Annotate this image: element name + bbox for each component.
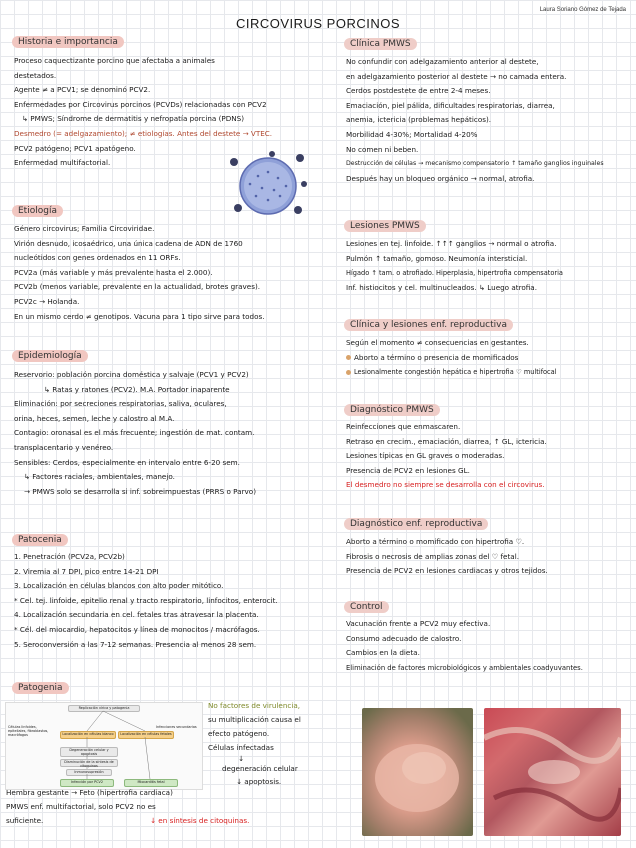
- text-line: Eliminación de factores microbiológicos y ambientales coadyuvantes.: [346, 663, 583, 672]
- text-line: Reservorio: población porcina doméstica y salvaje (PCV1 y PCV2): [14, 370, 249, 379]
- text-line: Destrucción de células → mecanismo compensatorio ↑ tamaño ganglios inguinales: [346, 160, 604, 168]
- section-header-etiologia: Etiología: [12, 205, 63, 217]
- text-line: 2. Viremia al 7 DPI, pico entre 14-21 DPI: [14, 566, 159, 576]
- text-line: Proceso caquectizante porcino que afectaba a animales: [14, 56, 215, 65]
- section-header-clinica-pmws: Clínica PMWS: [344, 38, 417, 50]
- section-header-patogenia: Patogenia: [12, 682, 69, 694]
- diagram-box-fetales: Localización en células fetales: [118, 731, 174, 739]
- text-line: Inf. histiocitos y cel. multinucleados. ↳ Luego atrofia.: [346, 282, 538, 292]
- text-line: ↳ PMWS; Síndrome de dermatitis y nefropatía porcina (PDNS): [22, 114, 245, 124]
- text-line: Emaciación, piel pálida, dificultades respiratorias, diarrea,: [346, 100, 555, 110]
- text-line: Morbilidad 4-30%; Mortalidad 4-20%: [346, 129, 478, 139]
- text-line: 1. Penetración (PCV2a, PCV2b): [14, 552, 125, 561]
- text-line: efecto patógeno.: [208, 729, 270, 738]
- diagram-box-apoptosis: Degeneración celular y apoptosis: [60, 747, 118, 757]
- text-line: su multiplicación causa el: [208, 715, 301, 724]
- diagram-box-miocarditis: Miocarditis fetal: [124, 779, 178, 787]
- bullet-icon: [346, 370, 351, 375]
- section-patocenia: [14, 550, 278, 652]
- section-header-clinica-repro: Clínica y lesiones enf. reproductiva: [344, 319, 513, 331]
- bullet-icon: [346, 355, 351, 360]
- text-line: Lesionalmente congestión hepática e hipertrofia ♡ multifocal: [354, 368, 557, 377]
- text-line: ↳ Factores raciales, ambientales, manejo.: [24, 472, 175, 482]
- diagram-left-note: Células linfoides, epiteliales, fibroblastos, macrófagos: [8, 725, 49, 737]
- text-line: Aborto a término o momificado con hipertrofia ♡.: [346, 537, 525, 546]
- text-line: PCV2a (más variable y más prevalente hasta el 2.000).: [14, 267, 213, 277]
- text-line: nucleótidos con genes ordenados en 11 ORFs.: [14, 253, 181, 263]
- section-header-patocenia: Patocenia: [12, 534, 68, 546]
- section-header-diagnostico-pmws: Diagnóstico PMWS: [344, 404, 440, 416]
- text-line: Reinfecciones que enmascaren.: [346, 422, 461, 431]
- section-clinica-repro: [346, 336, 557, 380]
- text-line: Vacunación frente a PCV2 muy efectiva.: [346, 619, 491, 628]
- section-control: [346, 617, 583, 675]
- text-line: suficiente.: [6, 816, 44, 825]
- text-line: Según el momento ≠ consecuencias en gestantes.: [346, 338, 529, 347]
- section-header-epidemiologia: Epidemiología: [12, 350, 88, 362]
- text-line: * Cel. tej. linfoide, epitelio renal y tracto respiratorio, linfocitos, enterocit.: [14, 595, 278, 605]
- text-line: Contagio: oronasal es el más frecuente; ingestión de mat. contam.: [14, 428, 255, 438]
- text-line: Lesiones típicas en GL graves o moderadas.: [346, 451, 505, 461]
- text-line: Células infectadas: [208, 743, 274, 752]
- text-line: No comen ni beben.: [346, 144, 419, 154]
- section-header-control: Control: [344, 601, 389, 613]
- text-line: Hígado ↑ tam. o atrofiado. Hiperplasia, hipertrofia compensatoria: [346, 269, 563, 278]
- section-diagnostico-repro: [346, 535, 548, 579]
- text-line: Sensibles: Cerdos, especialmente en intervalo entre 6-20 sem.: [14, 457, 240, 467]
- text-line: En un mismo cerdo ≠ genotipos. Vacuna para 1 tipo sirve para todos.: [14, 311, 265, 321]
- text-line: No confundir con adelgazamiento anterior al destete,: [346, 57, 539, 66]
- text-line: Fibrosis o necrosis de amplias zonas del ♡ fetal.: [346, 551, 519, 561]
- text-line: Presencia de PCV2 en lesiones cardiacas y otros tejidos.: [346, 566, 548, 576]
- text-line: anemia, ictericia (problemas hepáticos).: [346, 115, 492, 125]
- pathogenesis-diagram: [5, 702, 203, 790]
- text-line: Después hay un bloqueo orgánico → normal, atrofia.: [346, 173, 535, 183]
- section-etiologia: [14, 222, 265, 324]
- page-title: CIRCOVIRUS PORCINOS: [235, 16, 401, 31]
- section-header-diagnostico-repro: Diagnóstico enf. reproductiva: [344, 518, 488, 530]
- patogenia-citoquinas: ↓ en síntesis de citoquinas.: [150, 816, 250, 825]
- text-line: Enfermedades por Circovirus porcinos (PCVDs) relacionadas con PCV2: [14, 99, 267, 109]
- section-epidemiologia: [14, 368, 256, 499]
- section-lesiones-pmws: [346, 237, 563, 295]
- text-line: Eliminación: por secreciones respiratorias, saliva, oculares,: [14, 399, 227, 409]
- text-line: Aborto a término o presencia de momificados: [354, 352, 519, 362]
- text-line: 3. Localización en células blancos con alto poder mitótico.: [14, 581, 224, 591]
- author-name: Laura Soriano Gómez de Tejada: [539, 7, 626, 13]
- diagram-box-inmuno: Inmunosupresión: [66, 769, 112, 776]
- text-line: PCV2 patógeno; PCV1 apatógeno.: [14, 143, 136, 153]
- diagram-box-infeccion: Infección por PCV2: [60, 779, 114, 787]
- patogenia-side-notes: [208, 699, 301, 789]
- text-line: PMWS enf. multifactorial, solo PCV2 no es: [6, 802, 156, 811]
- text-line: Pulmón ↑ tamaño, gomoso. Neumonía intersticial.: [346, 253, 528, 263]
- text-line: ↓: [238, 754, 245, 763]
- text-line: Lesiones en tej. linfoide. ↑↑↑ ganglios → normal o atrofia.: [346, 239, 557, 248]
- pig-photo: [362, 708, 473, 836]
- warning-text: El desmedro no siempre se desarrolla con el circovirus.: [346, 480, 545, 490]
- section-diagnostico-pmws: [346, 420, 547, 493]
- virus-illustration: [228, 150, 308, 220]
- text-line: en adelgazamiento posterior al destete → no camada entera.: [346, 71, 567, 81]
- text-line: 5. Seroconversión a las 7-12 semanas. Presencia al menos 28 sem.: [14, 639, 257, 649]
- text-line: Consumo adecuado de calostro.: [346, 633, 462, 643]
- text-line: * Cél. del miocardio, hepatocitos y línea de monocitos / macrófagos.: [14, 624, 260, 634]
- text-line: Desmedro (= adelgazamiento); ≠ etiologías. Antes del destete → VTEC.: [14, 128, 273, 138]
- section-clinica-pmws: [346, 55, 604, 186]
- text-line: Género circovirus; Familia Circoviridae.: [14, 224, 155, 233]
- text-line: Hembra gestante → Feto (hipertrofia cardiaca): [6, 788, 173, 797]
- text-line: PCV2c → Holanda.: [14, 296, 80, 306]
- text-line: → PMWS solo se desarrolla si inf. sobreimpuestas (PRRS o Parvo): [24, 486, 257, 496]
- text-line: ↓ apoptosis.: [236, 777, 282, 786]
- text-line: No factores de virulencia,: [208, 701, 301, 710]
- text-line: destetados.: [14, 70, 57, 80]
- diagram-arrows: [6, 703, 202, 789]
- text-line: orina, heces, semen, leche y calostro al M.A.: [14, 413, 175, 423]
- text-line: ↳ Ratas y ratones (PCV2). M.A. Portador inaparente: [44, 384, 230, 394]
- text-line: Cambios en la dieta.: [346, 648, 420, 658]
- text-line: Agente ≠ a PCV1; se denominó PCV2.: [14, 85, 151, 95]
- diagram-title: Replicación vírica y patogenia: [68, 705, 140, 712]
- text-line: PCV2b (menos variable, prevalente en la actualidad, brotes graves).: [14, 282, 261, 292]
- necropsy-photo: [484, 708, 621, 836]
- diagram-box-blanco: Localización en células blanco: [60, 731, 116, 739]
- text-line: Enfermedad multifactorial.: [14, 158, 111, 168]
- text-line: Presencia de PCV2 en lesiones GL.: [346, 465, 470, 475]
- patogenia-bottom: [6, 786, 173, 828]
- text-line: 4. Localización secundaria en cel. fetales tras atravesar la placenta.: [14, 610, 259, 620]
- diagram-box-citoquinas: Disminución de la síntesis de citoquinas: [60, 759, 118, 767]
- section-header-lesiones-pmws: Lesiones PMWS: [344, 220, 426, 232]
- section-header-historia: Historia e importancia: [12, 36, 124, 48]
- text-line: Retraso en crecim., emaciación, diarrea, ↑ GL, ictericia.: [346, 436, 547, 446]
- text-line: Virión desnudo, icosaédrico, una única cadena de ADN de 1760: [14, 238, 243, 248]
- text-line: degeneración celular: [222, 764, 298, 773]
- text-line: transplacentario y venéreo.: [14, 442, 114, 452]
- text-line: Cerdos postdestete de entre 2-4 meses.: [346, 86, 491, 96]
- diagram-right-note: Infecciones secundarias: [156, 725, 197, 729]
